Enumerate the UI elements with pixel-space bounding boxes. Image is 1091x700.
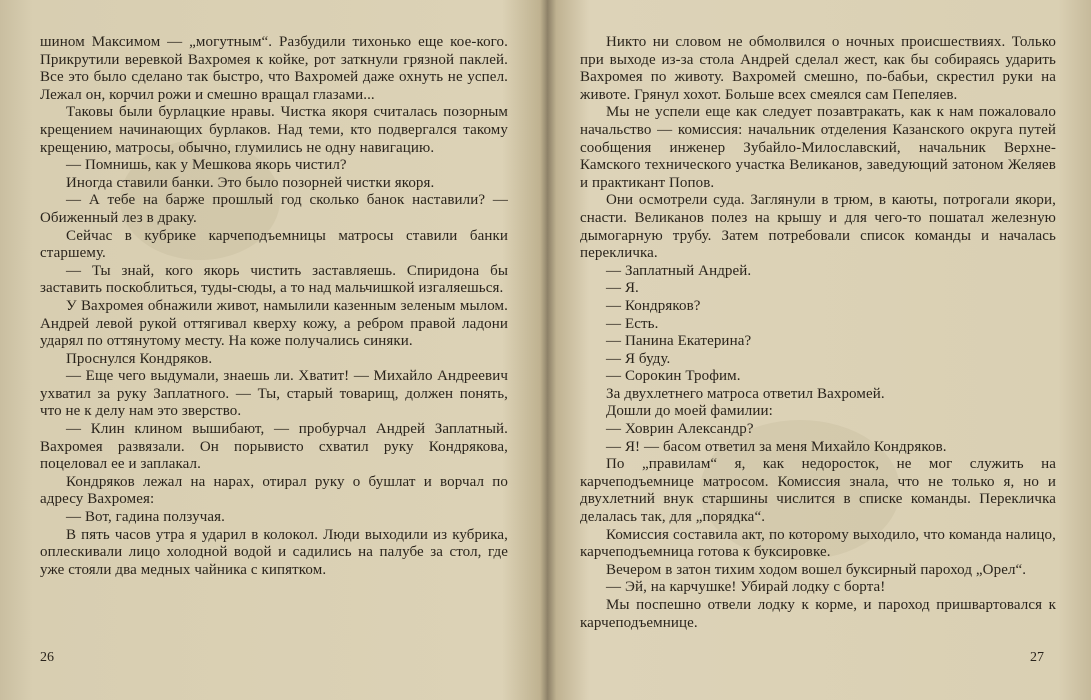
paragraph: — Заплатный Андрей. [606,262,752,279]
paragraph: — Еще чего выдумали, знаешь ли. Хватит! — Михайло Андреевич ухватил за руку Заплатного. — Ты, старый товарищ, должен понять, что не к делу нам это зверство. [40,368,508,420]
paragraph: — Помнишь, как у Мешкова якорь чистил? [66,157,347,174]
paragraph: Они осмотрели суда. Заглянули в трюм, в каюты, потрогали якори, снасти. Великанов полез на крышу и для чего-то пошатал железную дымогарную трубу. Затем потребовали список команды и началась перекличка. [580,192,1056,262]
right-page-text [580,34,1056,666]
page-number-right: 27 [1030,650,1044,665]
left-page-text [40,34,508,666]
paragraph: — Панина Екатерина? [606,333,752,350]
paragraph: — Ты знай, кого якорь чистить заставляешь. Спиридона бы заставить поскоблиться, туды-сюды, а то над мальчишкой изгаляешься. [40,262,508,297]
paragraph: Иногда ставили банки. Это было позорней чистки якоря. [66,174,435,191]
paragraph: — Я. [606,280,639,297]
paragraph: За двухлетнего матроса ответил Вахромей. [606,385,885,402]
paragraph: — Клин клином вышибают, — пробурчал Андрей Заплатный. Вахромея развязали. Он порывисто схватил руку Кондрякова, поцеловал ее и заплакал. [40,421,508,473]
paragraph: В пять часов утра я ударил в колокол. Люди выходили из кубрика, оплескивали лицо холодной водой и садились на палубе за стол, где уже стояли два медных чайника с кипятком. [40,526,508,578]
paragraph: — Вот, гадина ползучая. [66,509,225,526]
page-number-left: 26 [40,650,54,665]
paragraph: Таковы были бурлацкие нравы. Чистка якоря считалась позорным крещением начинающих бурлаков. Над теми, кто подвергался такому крещению, матросы, обычно, глумились не одну навигацию. [40,104,508,156]
paragraph: — Ховрин Александр? [606,421,754,438]
paragraph: — Я! — басом ответил за меня Михайло Кондряков. [606,438,947,455]
paragraph: Вечером в затон тихим ходом вошел буксирный пароход „Орел“. [606,561,1027,578]
paragraph: Кондряков лежал на нарах, отирал руку о бушлат и ворчал по адресу Вахромея: [40,473,508,508]
paragraph: Комиссия составила акт, по которому выходило, что команда налицо, карчеподъемница готова к буксировке. [580,526,1056,561]
paragraph: — Я буду. [606,350,671,367]
paragraph: — Кондряков? [606,297,701,314]
paragraph: По „правилам“ я, как недоросток, не мог служить на карчеподъемнице матросом. Комиссия знала, что не только я, но и двухлетний внук старшины числится в списке команды. Перекличка делалась так, для „порядка“. [580,456,1056,526]
paragraph: — Эй, на карчушке! Убирай лодку с борта! [606,579,886,596]
paragraph: — А тебе на барже прошлый год сколько банок наставили? — Обиженный лез в драку. [40,192,508,226]
paragraph: Никто ни словом не обмолвился о ночных происшествиях. Только при выходе из-за стола Андрей сделал жест, как бы собираясь ударить Вахромея по животу. Вахромей смешно, по-бабьи, скрестил руки на животе. Грянул хохот. Больше всех смеялся сам Пепеляев. [580,34,1056,103]
paragraph: — Сорокин Трофим. [606,368,741,385]
paragraph: — Есть. [606,315,659,332]
paragraph: шином Максимом — „могутным“. Разбудили тихонько еще кое-кого. Прикрутили веревкой Вахромея к койке, рот заткнули грязной паклей. Все это было сделано так быстро, что Вахромей даже охнуть не успел. Лежал он, корчил рожи и смешно вращал глазами... [40,34,508,103]
paragraph: Сейчас в кубрике карчеподъемницы матросы ставили банки старшему. [40,227,508,262]
paragraph: Дошли до моей фамилии: [606,403,773,420]
paragraph: У Вахромея обнажили живот, намылили казенным зеленым мылом. Андрей левой рукой оттягивал кверху кожу, а ребром правой ладони ударял по оттянутому месту. На коже получались синяки. [40,297,508,350]
paragraph: Мы не успели еще как следует позавтракать, как к нам пожаловало начальство — комиссия: начальник отделения Казанского округа путей сообщения инженер Зубайло-Милославский, начальник Верхне-Камского технического участка Великанов, заведующий затоном Желяев и практикант Попов. [580,104,1056,191]
paragraph: Проснулся Кондряков. [66,350,213,367]
paragraph: Мы поспешно отвели лодку к корме, и пароход пришвартовался к карчеподъемнице. [580,597,1056,631]
